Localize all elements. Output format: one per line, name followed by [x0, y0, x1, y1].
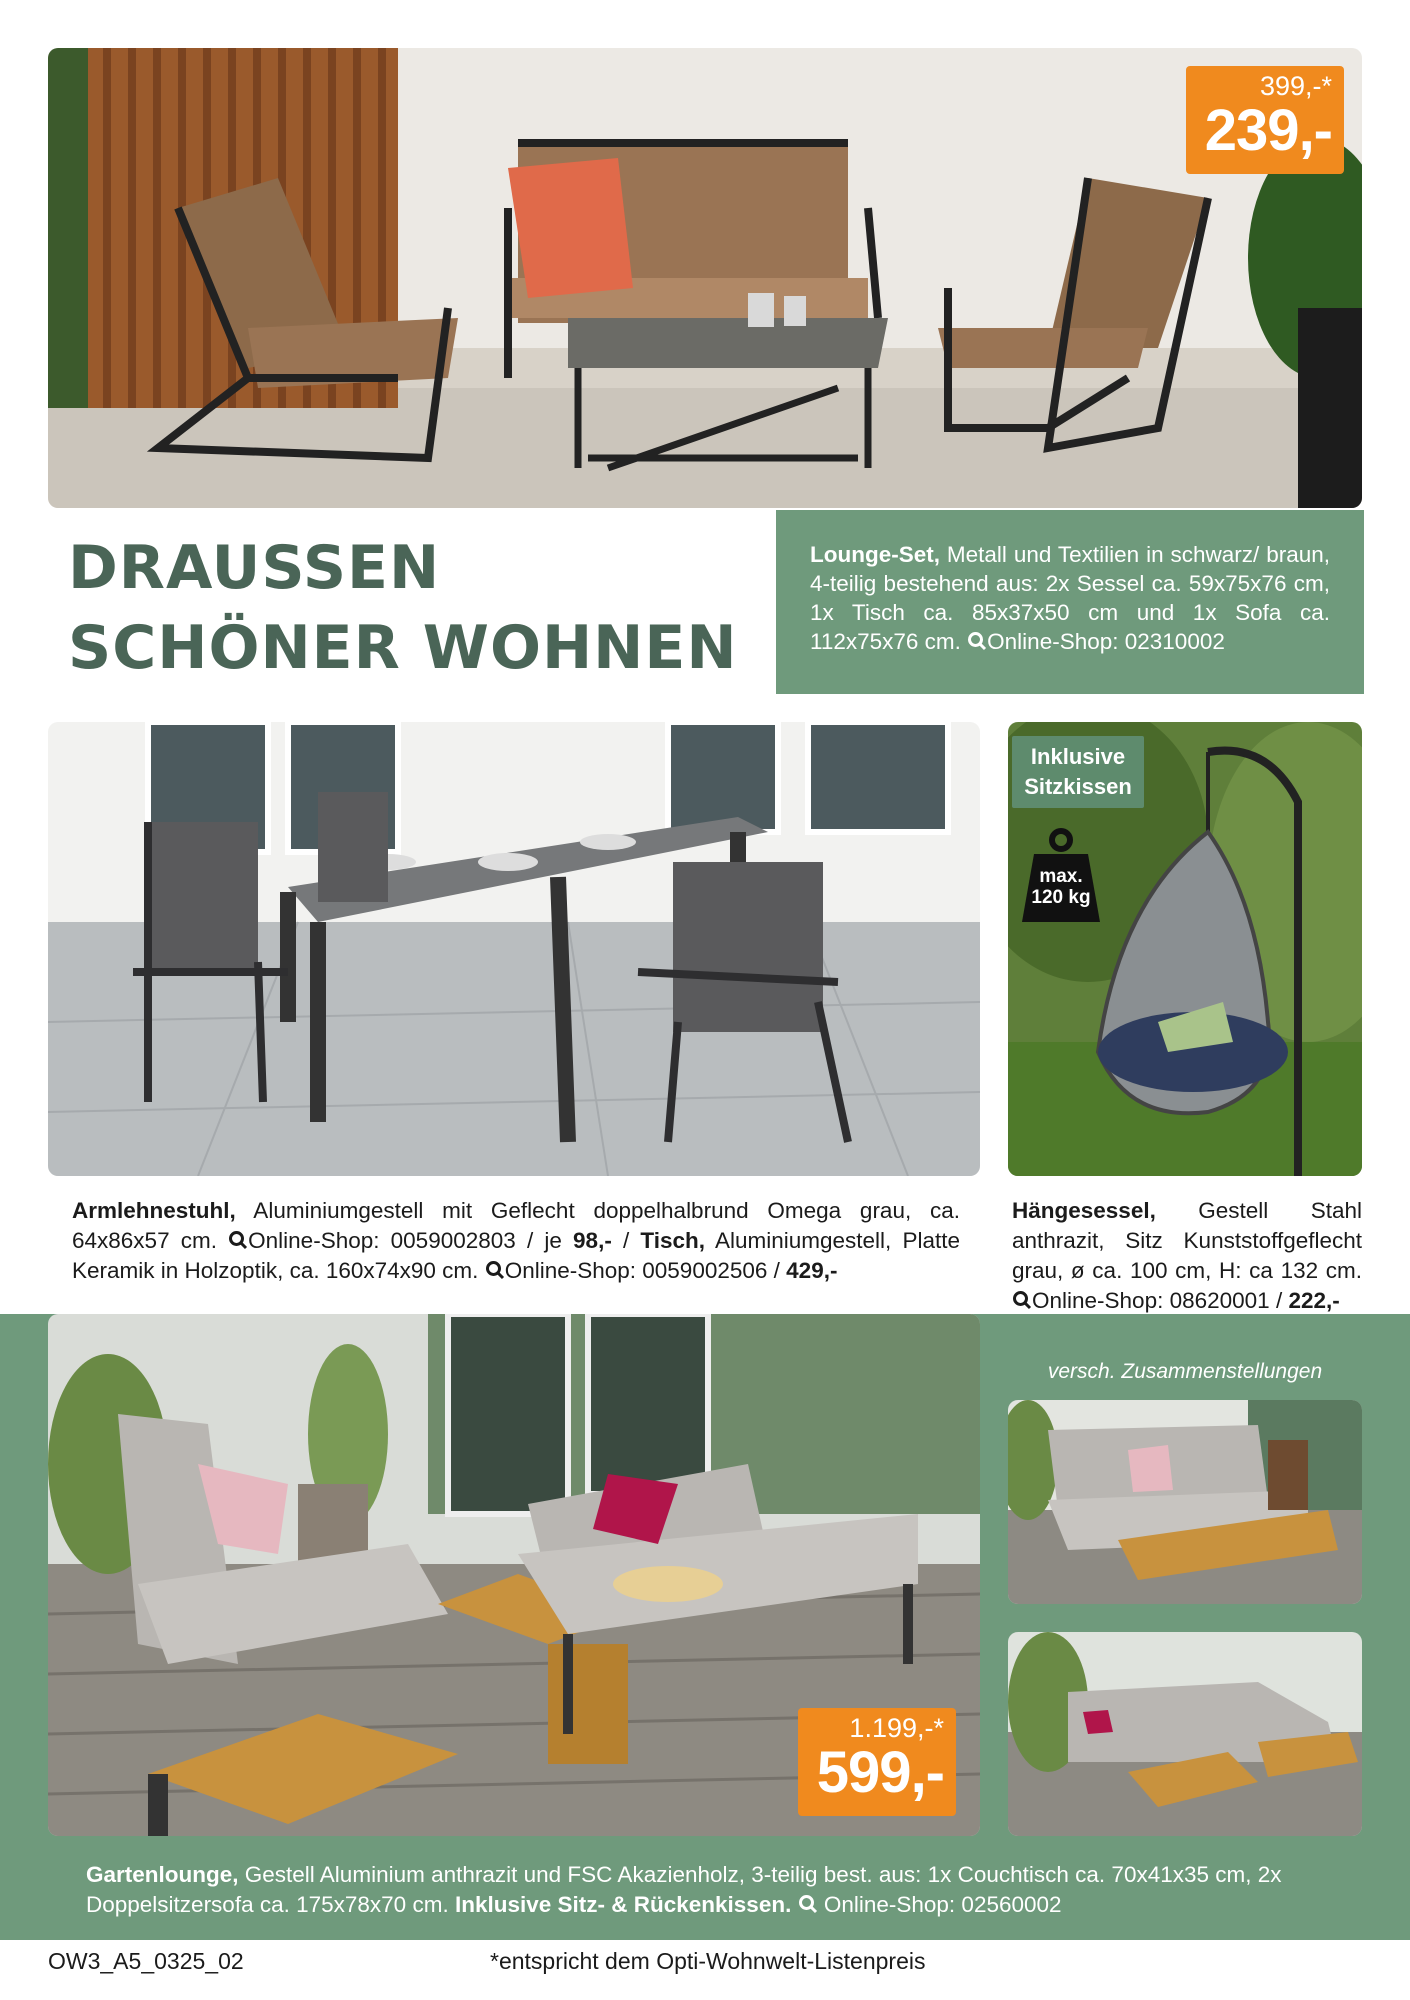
cushion-included-badge: Inklusive Sitzkissen — [1012, 736, 1144, 808]
chair-text: Aluminiumgestell mit Geflecht doppelhalbrund Omega grau, ca. 64x86x57 cm. — [72, 1198, 960, 1253]
headline-line-1: DRAUSSEN — [68, 533, 441, 603]
chair-shop[interactable]: Online-Shop: 0059002803 / je — [248, 1228, 574, 1253]
dining-set-description — [72, 1196, 960, 1286]
chair-title: Armlehnestuhl, — [72, 1198, 236, 1223]
variant-photo-2 — [1008, 1632, 1362, 1836]
table-shop[interactable]: Online-Shop: 0059002506 / — [504, 1258, 787, 1283]
max-weight-label — [1022, 866, 1100, 908]
swing-title: Hängesessel, — [1012, 1198, 1156, 1223]
variants-label: versch. Zusammenstellungen — [1047, 1360, 1323, 1383]
price-footnote: *entspricht dem Opti-Wohnwelt-Listenpreis — [490, 1948, 926, 1974]
new-price: 239,- — [1204, 97, 1332, 163]
lounge-set-text: Metall und Textilien in schwarz/ braun, 4-teilig bestehend aus: 2x Sessel ca. 59x75x76 cm, 1x Tisch ca. 85x37x50 cm und 1x Sofa ca. 112x75x76 cm. — [810, 542, 1330, 654]
dining-set-photo — [48, 722, 980, 1176]
lounge-set-shop[interactable]: Online-Shop: 02310002 — [987, 629, 1225, 654]
page-headline — [68, 528, 768, 688]
garden-included: Inklusive Sitz- & Rückenkissen. — [454, 1892, 792, 1917]
garden-shop[interactable]: Online-Shop: 02560002 — [817, 1892, 1062, 1917]
search-icon — [967, 629, 987, 649]
lounge-price-tag — [1186, 66, 1344, 174]
catalog-code: OW3_A5_0325_02 — [48, 1948, 244, 1974]
garden-lounge-description — [86, 1860, 1336, 1920]
separator: / — [611, 1228, 641, 1253]
variant-photo-1 — [1008, 1400, 1362, 1604]
max-weight-line-2: 120 kg — [1031, 887, 1091, 908]
table-title: Tisch, — [640, 1228, 706, 1253]
max-weight-line-1: max. — [1039, 866, 1083, 887]
search-icon — [1012, 1288, 1032, 1308]
hanging-chair-description — [1012, 1196, 1362, 1316]
search-icon — [798, 1892, 818, 1912]
garden-lounge-price-tag — [798, 1708, 956, 1816]
old-price: 1.199,-* — [849, 1713, 944, 1743]
new-price: 599,- — [816, 1739, 944, 1805]
lounge-set-description — [776, 510, 1364, 694]
swing-shop[interactable]: Online-Shop: 08620001 / — [1032, 1288, 1289, 1313]
chair-price: 98,- — [573, 1228, 612, 1253]
garden-text: Gestell Aluminium anthrazit und FSC Akazienholz, 3-teilig best. aus: 1x Couchtisch ca. 70x41x35 cm, 2x Doppelsitzersofa ca. 175x78x70 cm. — [86, 1862, 1282, 1917]
lounge-set-title: Lounge-Set, — [810, 542, 940, 567]
garden-title: Gartenlounge, — [86, 1862, 239, 1887]
old-price: 399,-* — [1259, 71, 1332, 101]
headline-line-2: SCHÖNER WOHNEN — [68, 613, 738, 683]
search-icon — [485, 1258, 505, 1278]
table-text: Aluminiumgestell, Platte Keramik in Holzoptik, ca. 160x74x90 cm. — [72, 1228, 960, 1283]
table-price: 429,- — [786, 1258, 838, 1283]
lounge-set-photo — [48, 48, 1362, 508]
swing-price: 222,- — [1288, 1288, 1340, 1313]
swing-text: Gestell Stahl anthrazit, Sitz Kunststoffgeflecht grau, ø ca. 100 cm, H: ca 132 cm. — [1012, 1198, 1362, 1283]
search-icon — [228, 1228, 248, 1248]
